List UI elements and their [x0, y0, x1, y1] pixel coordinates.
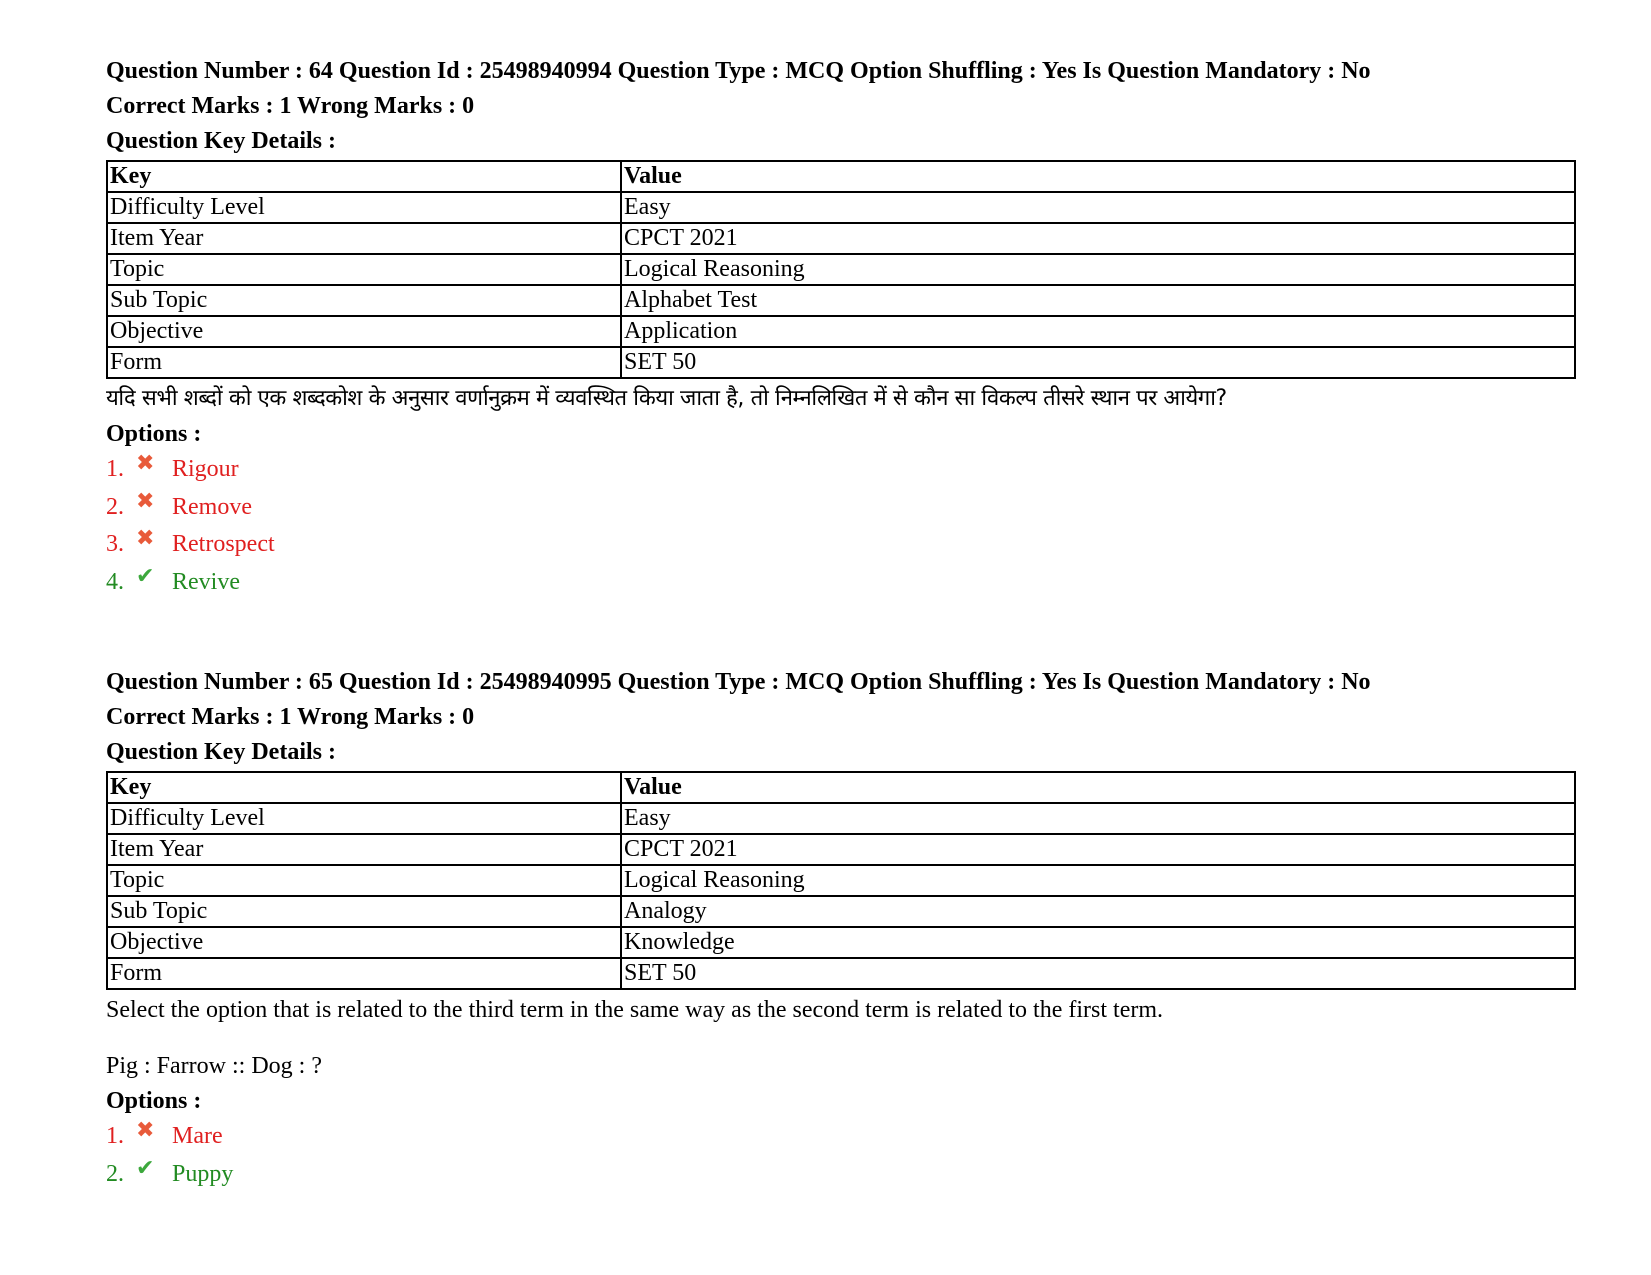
- option-text: Mare: [172, 1123, 223, 1149]
- table-row: [107, 316, 1575, 347]
- table-row: [107, 865, 1575, 896]
- key-cell: Difficulty Level: [107, 803, 621, 834]
- key-cell: Form: [107, 347, 621, 378]
- cross-icon: ✖: [136, 1118, 155, 1143]
- check-icon: ✔: [136, 1155, 155, 1181]
- value-column-header: Value: [621, 772, 1575, 803]
- value-cell: CPCT 2021: [621, 223, 1575, 254]
- table-row: [107, 254, 1575, 285]
- option-item: [106, 564, 1576, 602]
- value-cell: Alphabet Test: [621, 285, 1575, 316]
- option-text: Remove: [172, 493, 252, 520]
- key-cell: Form: [107, 958, 621, 989]
- table-row: [107, 958, 1575, 989]
- value-cell: SET 50: [621, 958, 1575, 989]
- options-label: Options :: [106, 1088, 202, 1114]
- question-header: Question Number : 65 Question Id : 25498940995 Question Type : MCQ Option Shuffling : Yes Is Question Mandatory : No: [106, 669, 1371, 695]
- value-cell: Analogy: [621, 896, 1575, 927]
- analogy-prompt: Pig : Farrow :: Dog : ?: [106, 1053, 322, 1079]
- value-cell: SET 50: [621, 347, 1575, 378]
- table-row: [107, 896, 1575, 927]
- table-header-row: [107, 161, 1575, 192]
- option-text: Rigour: [172, 456, 239, 482]
- key-cell: Item Year: [107, 834, 621, 865]
- question-block: [106, 54, 1576, 601]
- value-cell: CPCT 2021: [621, 834, 1575, 865]
- table-row: [107, 834, 1575, 865]
- option-text: Puppy: [172, 1160, 234, 1187]
- cross-icon: ✖: [136, 526, 155, 551]
- key-details-table: [106, 160, 1576, 379]
- option-text: Revive: [172, 568, 240, 595]
- value-column-header: Value: [621, 161, 1575, 192]
- key-cell: Sub Topic: [107, 896, 621, 927]
- option-item: [106, 1156, 1576, 1194]
- key-cell: Sub Topic: [107, 285, 621, 316]
- key-cell: Item Year: [107, 223, 621, 254]
- option-number: 1.: [106, 1123, 124, 1149]
- check-icon: ✔: [136, 563, 155, 589]
- table-row: [107, 192, 1575, 223]
- key-cell: Objective: [107, 316, 621, 347]
- option-number: 2.: [106, 493, 124, 520]
- question-header: Question Number : 64 Question Id : 25498940994 Question Type : MCQ Option Shuffling : Yes Is Question Mandatory : No: [106, 58, 1371, 84]
- option-item: [106, 489, 1576, 527]
- option-item: [106, 526, 1576, 564]
- option-item: [106, 1118, 1576, 1156]
- options-label: Options :: [106, 421, 202, 447]
- option-text: Retrospect: [172, 531, 275, 557]
- value-cell: Logical Reasoning: [621, 254, 1575, 285]
- value-cell: Logical Reasoning: [621, 865, 1575, 896]
- key-column-header: Key: [107, 772, 621, 803]
- value-cell: Easy: [621, 192, 1575, 223]
- option-item: [106, 451, 1576, 489]
- marks-line: Correct Marks : 1 Wrong Marks : 0: [106, 93, 475, 119]
- key-cell: Difficulty Level: [107, 192, 621, 223]
- key-cell: Topic: [107, 865, 621, 896]
- table-row: [107, 223, 1575, 254]
- option-number: 2.: [106, 1160, 124, 1187]
- value-cell: Knowledge: [621, 927, 1575, 958]
- question-text: Select the option that is related to the third term in the same way as the second term is related to the first term.: [106, 997, 1164, 1023]
- question-block: [106, 665, 1576, 1193]
- key-column-header: Key: [107, 161, 621, 192]
- option-number: 3.: [106, 531, 124, 557]
- option-number: 4.: [106, 568, 124, 595]
- table-row: [107, 347, 1575, 378]
- key-details-label: Question Key Details :: [106, 739, 336, 765]
- question-text: यदि सभी शब्दों को एक शब्दकोश के अनुसार वर्णानुक्रम में व्यवस्थित किया जाता है, तो निम्नलिखित में से कौन सा विकल्प तीसरे स्थान पर आयेगा?: [106, 386, 1227, 411]
- cross-icon: ✖: [136, 488, 155, 514]
- table-row: [107, 285, 1575, 316]
- marks-line: Correct Marks : 1 Wrong Marks : 0: [106, 704, 475, 730]
- cross-icon: ✖: [136, 451, 155, 476]
- key-cell: Topic: [107, 254, 621, 285]
- table-row: [107, 803, 1575, 834]
- option-number: 1.: [106, 456, 124, 482]
- value-cell: Easy: [621, 803, 1575, 834]
- value-cell: Application: [621, 316, 1575, 347]
- key-details-table: [106, 771, 1576, 990]
- table-row: [107, 927, 1575, 958]
- key-cell: Objective: [107, 927, 621, 958]
- table-header-row: [107, 772, 1575, 803]
- key-details-label: Question Key Details :: [106, 128, 336, 154]
